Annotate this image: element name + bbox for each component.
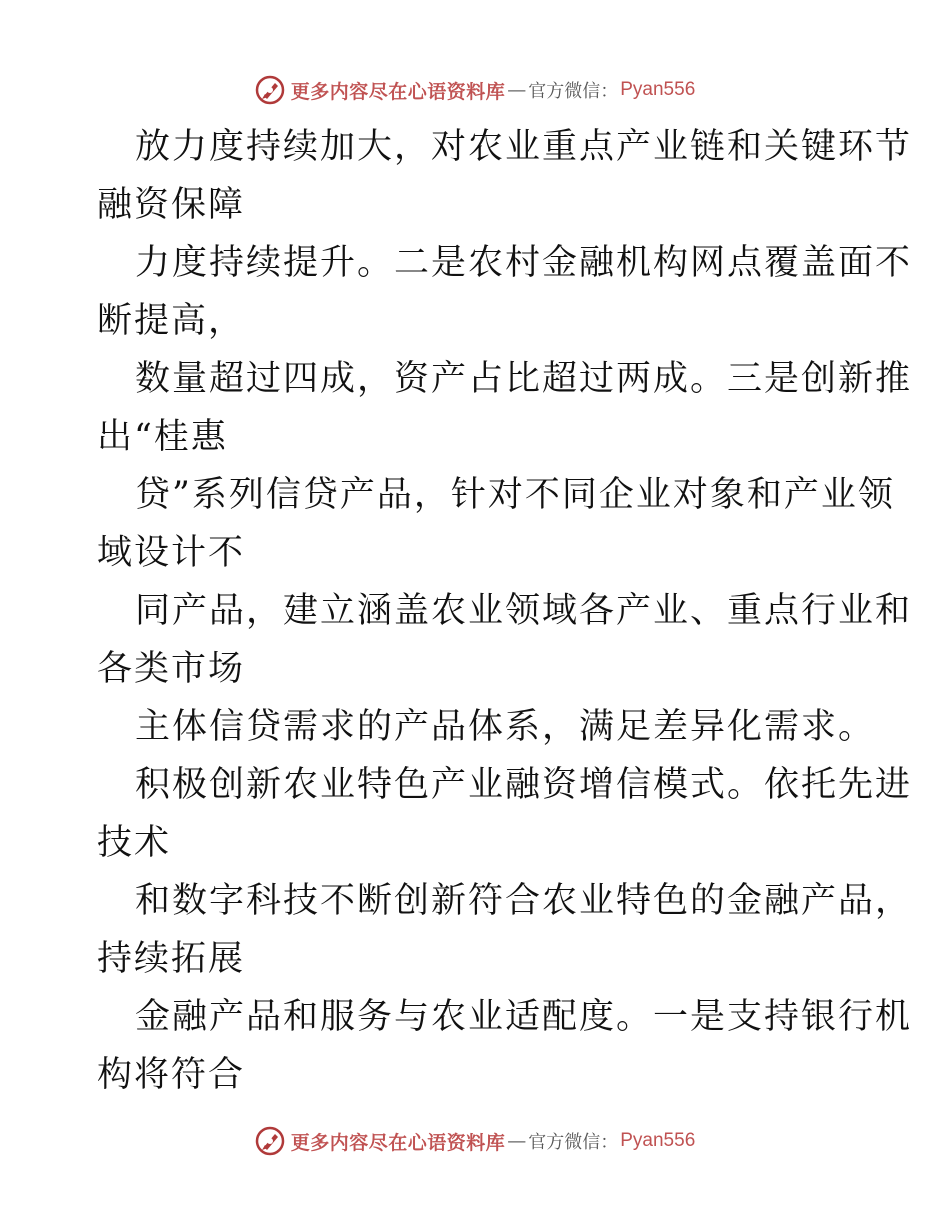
paragraph — [97, 350, 913, 466]
paragraph-line: 金融产品和服务与农业适配度。一是支持银行机 — [135, 997, 913, 1037]
paragraph-line: 力度持续提升。二是农村金融机构网点覆盖面不 — [135, 243, 913, 283]
paragraph-line: 各类市场 — [97, 649, 246, 689]
footer-banner-dash: — — [507, 1130, 527, 1152]
paragraph-line: 和数字科技不断创新符合农业特色的金融产品， — [135, 881, 913, 921]
header-banner-dash: — — [507, 79, 527, 101]
paragraph — [97, 234, 913, 350]
header-wechat-id: Pyan556 — [620, 79, 696, 100]
footer-banner — [0, 1121, 950, 1161]
paragraph-line: 数量超过四成，资产占比超过两成。三是创新推 — [135, 359, 913, 399]
footer-wechat-label: 官方微信： — [528, 1132, 619, 1153]
paragraph — [97, 466, 895, 582]
footer-banner-text: 更多内容尽在心语资料库 — [290, 1131, 506, 1154]
paragraph-line: 融资保障 — [97, 185, 246, 225]
paragraph-line: 持续拓展 — [97, 939, 246, 979]
paragraph-line: 域设计不 — [97, 533, 246, 573]
paragraph — [97, 756, 913, 872]
footer-wechat-id: Pyan556 — [620, 1130, 696, 1151]
header-banner-text: 更多内容尽在心语资料库 — [290, 80, 506, 103]
paragraph-line: 同产品，建立涵盖农业领域各产业、重点行业和 — [135, 591, 913, 631]
paragraph — [97, 698, 876, 756]
paragraph-line: 构将符合 — [97, 1055, 246, 1095]
paragraph-line: 贷”系列信贷产品，针对不同企业对象和产业领 — [135, 475, 895, 515]
document-body — [97, 118, 913, 1104]
paragraph — [97, 118, 913, 234]
paragraph-line: 主体信贷需求的产品体系，满足差异化需求。 — [135, 707, 876, 747]
paragraph — [97, 988, 913, 1104]
logo-icon — [255, 1126, 285, 1156]
paragraph-line: 断提高， — [97, 301, 246, 341]
paragraph-line: 出“桂惠 — [97, 417, 228, 457]
header-banner — [0, 70, 950, 110]
paragraph-line: 放力度持续加大，对农业重点产业链和关键环节 — [135, 127, 913, 167]
paragraph-line: 积极创新农业特色产业融资增信模式。依托先进 — [135, 765, 913, 805]
header-wechat-label: 官方微信： — [528, 81, 619, 102]
logo-icon — [255, 75, 285, 105]
paragraph-line: 技术 — [97, 823, 172, 863]
paragraph — [97, 582, 913, 698]
paragraph — [97, 872, 913, 988]
